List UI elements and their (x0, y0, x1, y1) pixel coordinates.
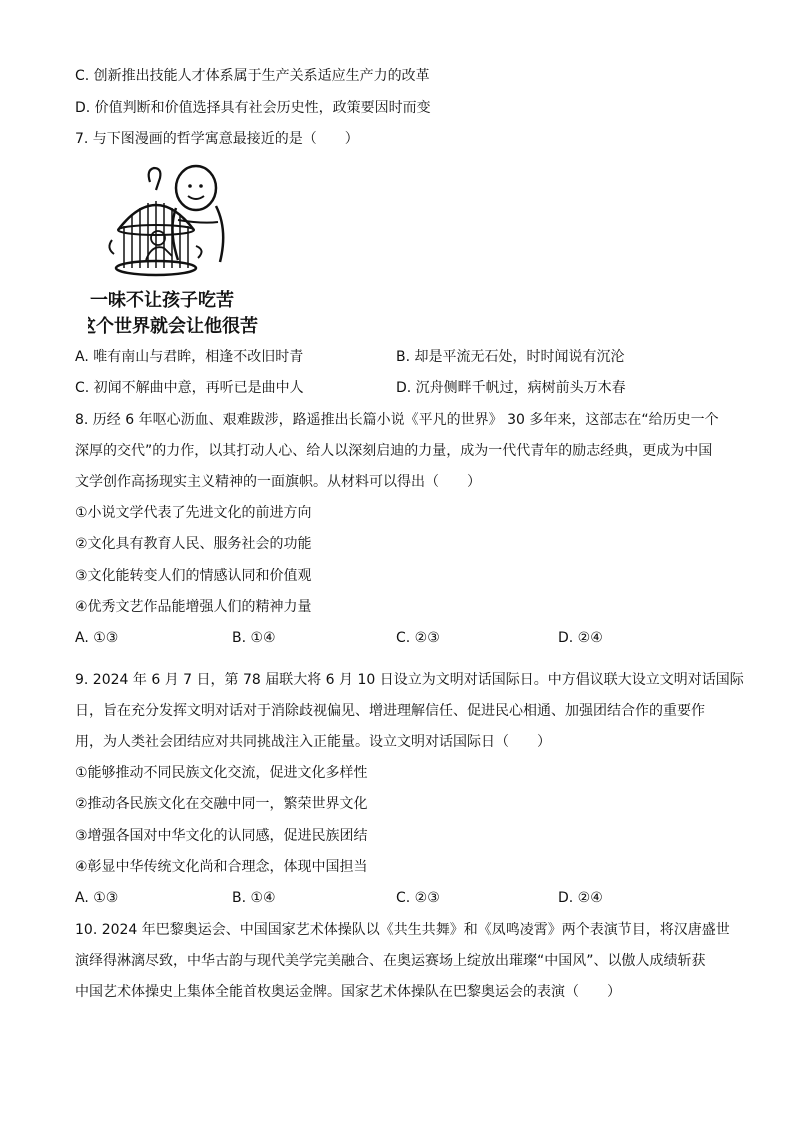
q7-option-c: C. 初闻不解曲中意，再听已是曲中人 (75, 380, 304, 396)
question-9-stem-line-3: 用，为人类社会团结应对共同挑战注入正能量。设立文明对话国际日（ ） (75, 734, 551, 750)
question-10-stem-line-2: 演绎得淋漓尽致，中华古韵与现代美学完美融合、在奥运赛场上绽放出璀璨“中国风”、以傲人成绩斩获 (75, 953, 706, 969)
cartoon-image (88, 160, 268, 340)
question-10-stem-line-3: 中国艺术体操史上集体全能首枚奥运金牌。国家艺术体操队在巴黎奥运会的表演（ ） (75, 984, 621, 1000)
cartoon-caption-line-1: 一味不让孩子吃苦 (90, 290, 234, 311)
q9-option-b: B. ①④ (232, 890, 276, 906)
q8-option-a: A. ①③ (75, 630, 119, 646)
q8-statement-3: ③文化能转变人们的情感认同和价值观 (75, 568, 312, 584)
q9-statement-2: ②推动各民族文化在交融中同一，繁荣世界文化 (75, 796, 368, 812)
question-10-stem-line-1: 10. 2024 年巴黎奥运会、中国国家艺术体操队以《共生共舞》和《凤鸣凌霄》两个表演节目，将汉唐盛世 (75, 922, 730, 938)
q8-option-d: D. ②④ (558, 630, 603, 646)
q9-statement-1: ①能够推动不同民族文化交流，促进文化多样性 (75, 765, 368, 781)
q7-option-b: B. 却是平流无石处，时时闻说有沉沦 (396, 349, 625, 365)
q7-option-d: D. 沉舟侧畔千帆过，病树前头万木春 (396, 380, 626, 396)
q7-option-a: A. 唯有南山与君眸，相逢不改旧时青 (75, 349, 304, 365)
q9-statement-3: ③增强各国对中华文化的认同感，促进民族团结 (75, 828, 368, 844)
q8-statement-1: ①小说文学代表了先进文化的前进方向 (75, 505, 312, 521)
q8-option-c: C. ②③ (396, 630, 440, 646)
question-9-stem-line-1: 9. 2024 年 6 月 7 日，第 78 届联大将 6 月 10 日设立为文明对话国际日。中方倡议联大设立文明对话国际 (75, 672, 744, 688)
prev-option-d: D. 价值判断和价值选择具有社会历史性，政策要因时而变 (75, 100, 431, 116)
q9-option-a: A. ①③ (75, 890, 119, 906)
question-8-stem-line-3: 文学创作高扬现实主义精神的一面旗帜。从材料可以得出（ ） (75, 474, 481, 490)
question-8-stem-line-2: 深厚的交代”的力作，以其打动人心、给人以深刻启迪的力量，成为一代代青年的励志经典，更成为中国 (75, 443, 713, 459)
question-9-stem-line-2: 日，旨在充分发挥文明对话对于消除歧视偏见、增进理解信任、促进民心相通、加强团结合作的重要作 (75, 703, 705, 719)
q8-statement-4: ④优秀文艺作品能增强人们的精神力量 (75, 599, 312, 615)
q8-option-b: B. ①④ (232, 630, 276, 646)
question-7-stem: 7. 与下图漫画的哲学寓意最接近的是（ ） (75, 131, 359, 147)
q9-option-c: C. ②③ (396, 890, 440, 906)
q8-statement-2: ②文化具有教育人民、服务社会的功能 (75, 536, 312, 552)
prev-option-c: C. 创新推出技能人才体系属于生产关系适应生产力的改革 (75, 68, 430, 84)
q9-option-d: D. ②④ (558, 890, 603, 906)
question-8-stem-line-1: 8. 历经 6 年呕心沥血、艰难跋涉，路遥推出长篇小说《平凡的世界》 30 多年来，这部志在“给历史一个 (75, 412, 719, 428)
q9-statement-4: ④彰显中华传统文化尚和合理念，体现中国担当 (75, 859, 368, 875)
cartoon-caption-line-2: 这个世界就会让他很苦 (88, 316, 258, 337)
